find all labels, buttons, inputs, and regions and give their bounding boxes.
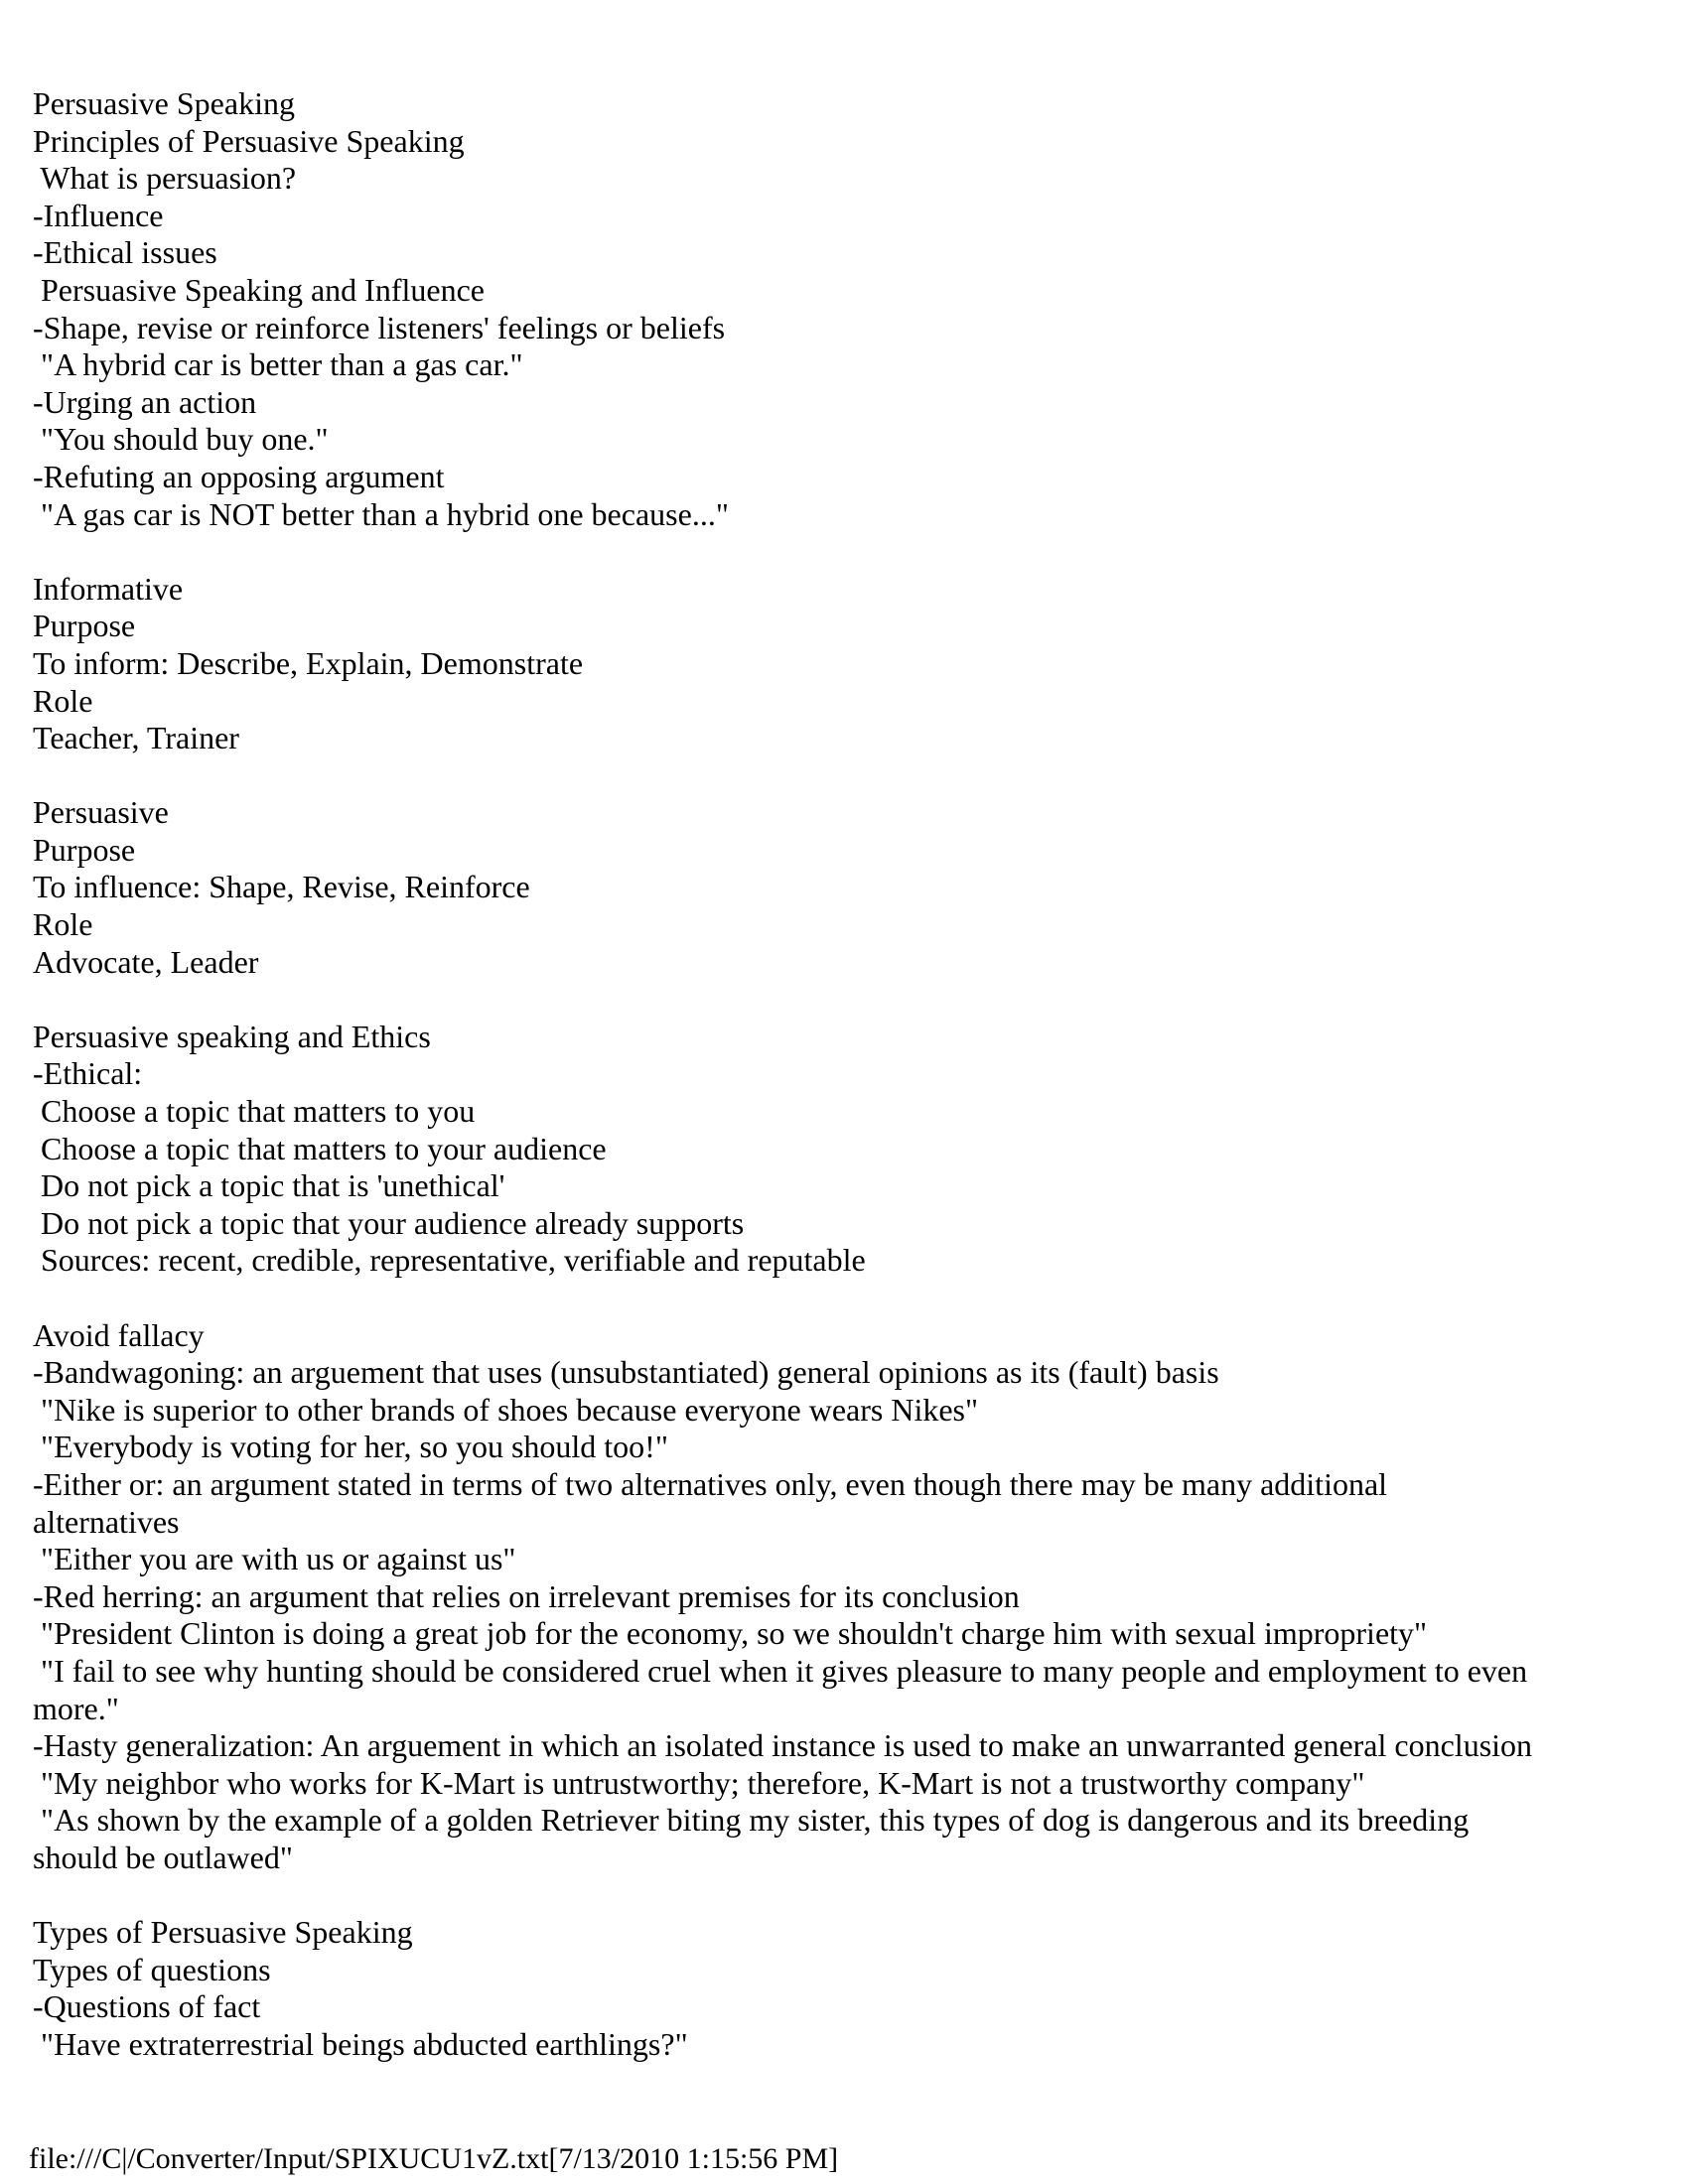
- text-line: Persuasive: [33, 794, 169, 831]
- text-line: "President Clinton is doing a great job for the economy, so we shouldn't charge him with sexual impropriety": [33, 1615, 1428, 1652]
- text-line: Informative: [33, 570, 184, 607]
- text-line: Sources: recent, credible, representative, verifiable and reputable: [33, 1242, 866, 1279]
- blank-line: [33, 1877, 1688, 1915]
- text-line: -Hasty generalization: An arguement in which an isolated instance is used to make an unwarranted general conclusion: [33, 1727, 1533, 1764]
- document-text: [33, 85, 1688, 2063]
- text-line: -Either or: an argument stated in terms of two alternatives only, even though there may be many additional: [33, 1465, 1388, 1502]
- text-line: Types of Persuasive Speaking: [33, 1914, 413, 1951]
- text-line: Do not pick a topic that your audience already supports: [33, 1204, 745, 1241]
- print-footer-file-path: file:///C|/Converter/Input/SPIXUCU1vZ.txt[7/13/2010 1:15:56 PM]: [29, 2142, 839, 2175]
- text-line: Role: [33, 682, 93, 719]
- text-line: To influence: Shape, Revise, Reinforce: [33, 869, 530, 905]
- text-line: Advocate, Leader: [33, 943, 259, 980]
- text-line: Persuasive speaking and Ethics: [33, 1018, 431, 1054]
- text-line: alternatives: [33, 1503, 180, 1540]
- blank-line: [33, 757, 1688, 795]
- text-line: should be outlawed": [33, 1839, 293, 1875]
- text-line: "Everybody is voting for her, so you should too!": [33, 1429, 668, 1465]
- text-line: -Red herring: an argument that relies on irrelevant premises for its conclusion: [33, 1577, 1020, 1614]
- text-line: Role: [33, 906, 93, 943]
- blank-line: [33, 1280, 1688, 1317]
- text-line: -Ethical:: [33, 1055, 143, 1092]
- text-line: "As shown by the example of a golden Retriever biting my sister, this types of dog is dangerous and its breeding: [33, 1802, 1470, 1839]
- blank-line: [33, 533, 1688, 571]
- text-line: Avoid fallacy: [33, 1316, 205, 1353]
- text-line: -Urging an action: [33, 383, 257, 420]
- text-line: "A gas car is NOT better than a hybrid one because...": [33, 495, 729, 532]
- text-line: "My neighbor who works for K-Mart is untrustworthy; therefore, K-Mart is not a trustworthy company": [33, 1764, 1365, 1801]
- blank-line: [33, 981, 1688, 1019]
- text-line: "Nike is superior to other brands of shoes because everyone wears Nikes": [33, 1391, 979, 1428]
- text-line: Choose a topic that matters to you: [33, 1093, 476, 1130]
- text-line: Purpose: [33, 831, 136, 868]
- text-line: -Influence: [33, 197, 164, 233]
- text-line: Principles of Persuasive Speaking: [33, 122, 465, 159]
- text-line: more.": [33, 1690, 119, 1726]
- text-line: To inform: Describe, Explain, Demonstrate: [33, 644, 584, 681]
- text-line: -Refuting an opposing argument: [33, 458, 445, 494]
- text-line: -Questions of fact: [33, 1988, 261, 2025]
- text-line: Do not pick a topic that is 'unethical': [33, 1167, 505, 1204]
- text-line: "Have extraterrestrial beings abducted earthlings?": [33, 2025, 688, 2062]
- text-line: Purpose: [33, 608, 136, 644]
- text-line: Persuasive Speaking and Influence: [33, 271, 485, 308]
- text-line: "Either you are with us or against us": [33, 1541, 516, 1577]
- text-line: "A hybrid car is better than a gas car.": [33, 346, 523, 383]
- text-line: Teacher, Trainer: [33, 720, 239, 756]
- text-line: -Bandwagoning: an arguement that uses (unsubstantiated) general opinions as its (fault) basis: [33, 1354, 1219, 1391]
- text-line: -Ethical issues: [33, 234, 217, 271]
- text-line: Persuasive Speaking: [33, 85, 295, 121]
- text-line: "I fail to see why hunting should be considered cruel when it gives pleasure to many people and employment to even: [33, 1652, 1528, 1689]
- text-line: "You should buy one.": [33, 421, 329, 458]
- text-line: Types of questions: [33, 1951, 271, 1987]
- text-line: What is persuasion?: [33, 160, 297, 197]
- text-line: Choose a topic that matters to your audience: [33, 1130, 607, 1166]
- text-line: -Shape, revise or reinforce listeners' feelings or beliefs: [33, 309, 726, 345]
